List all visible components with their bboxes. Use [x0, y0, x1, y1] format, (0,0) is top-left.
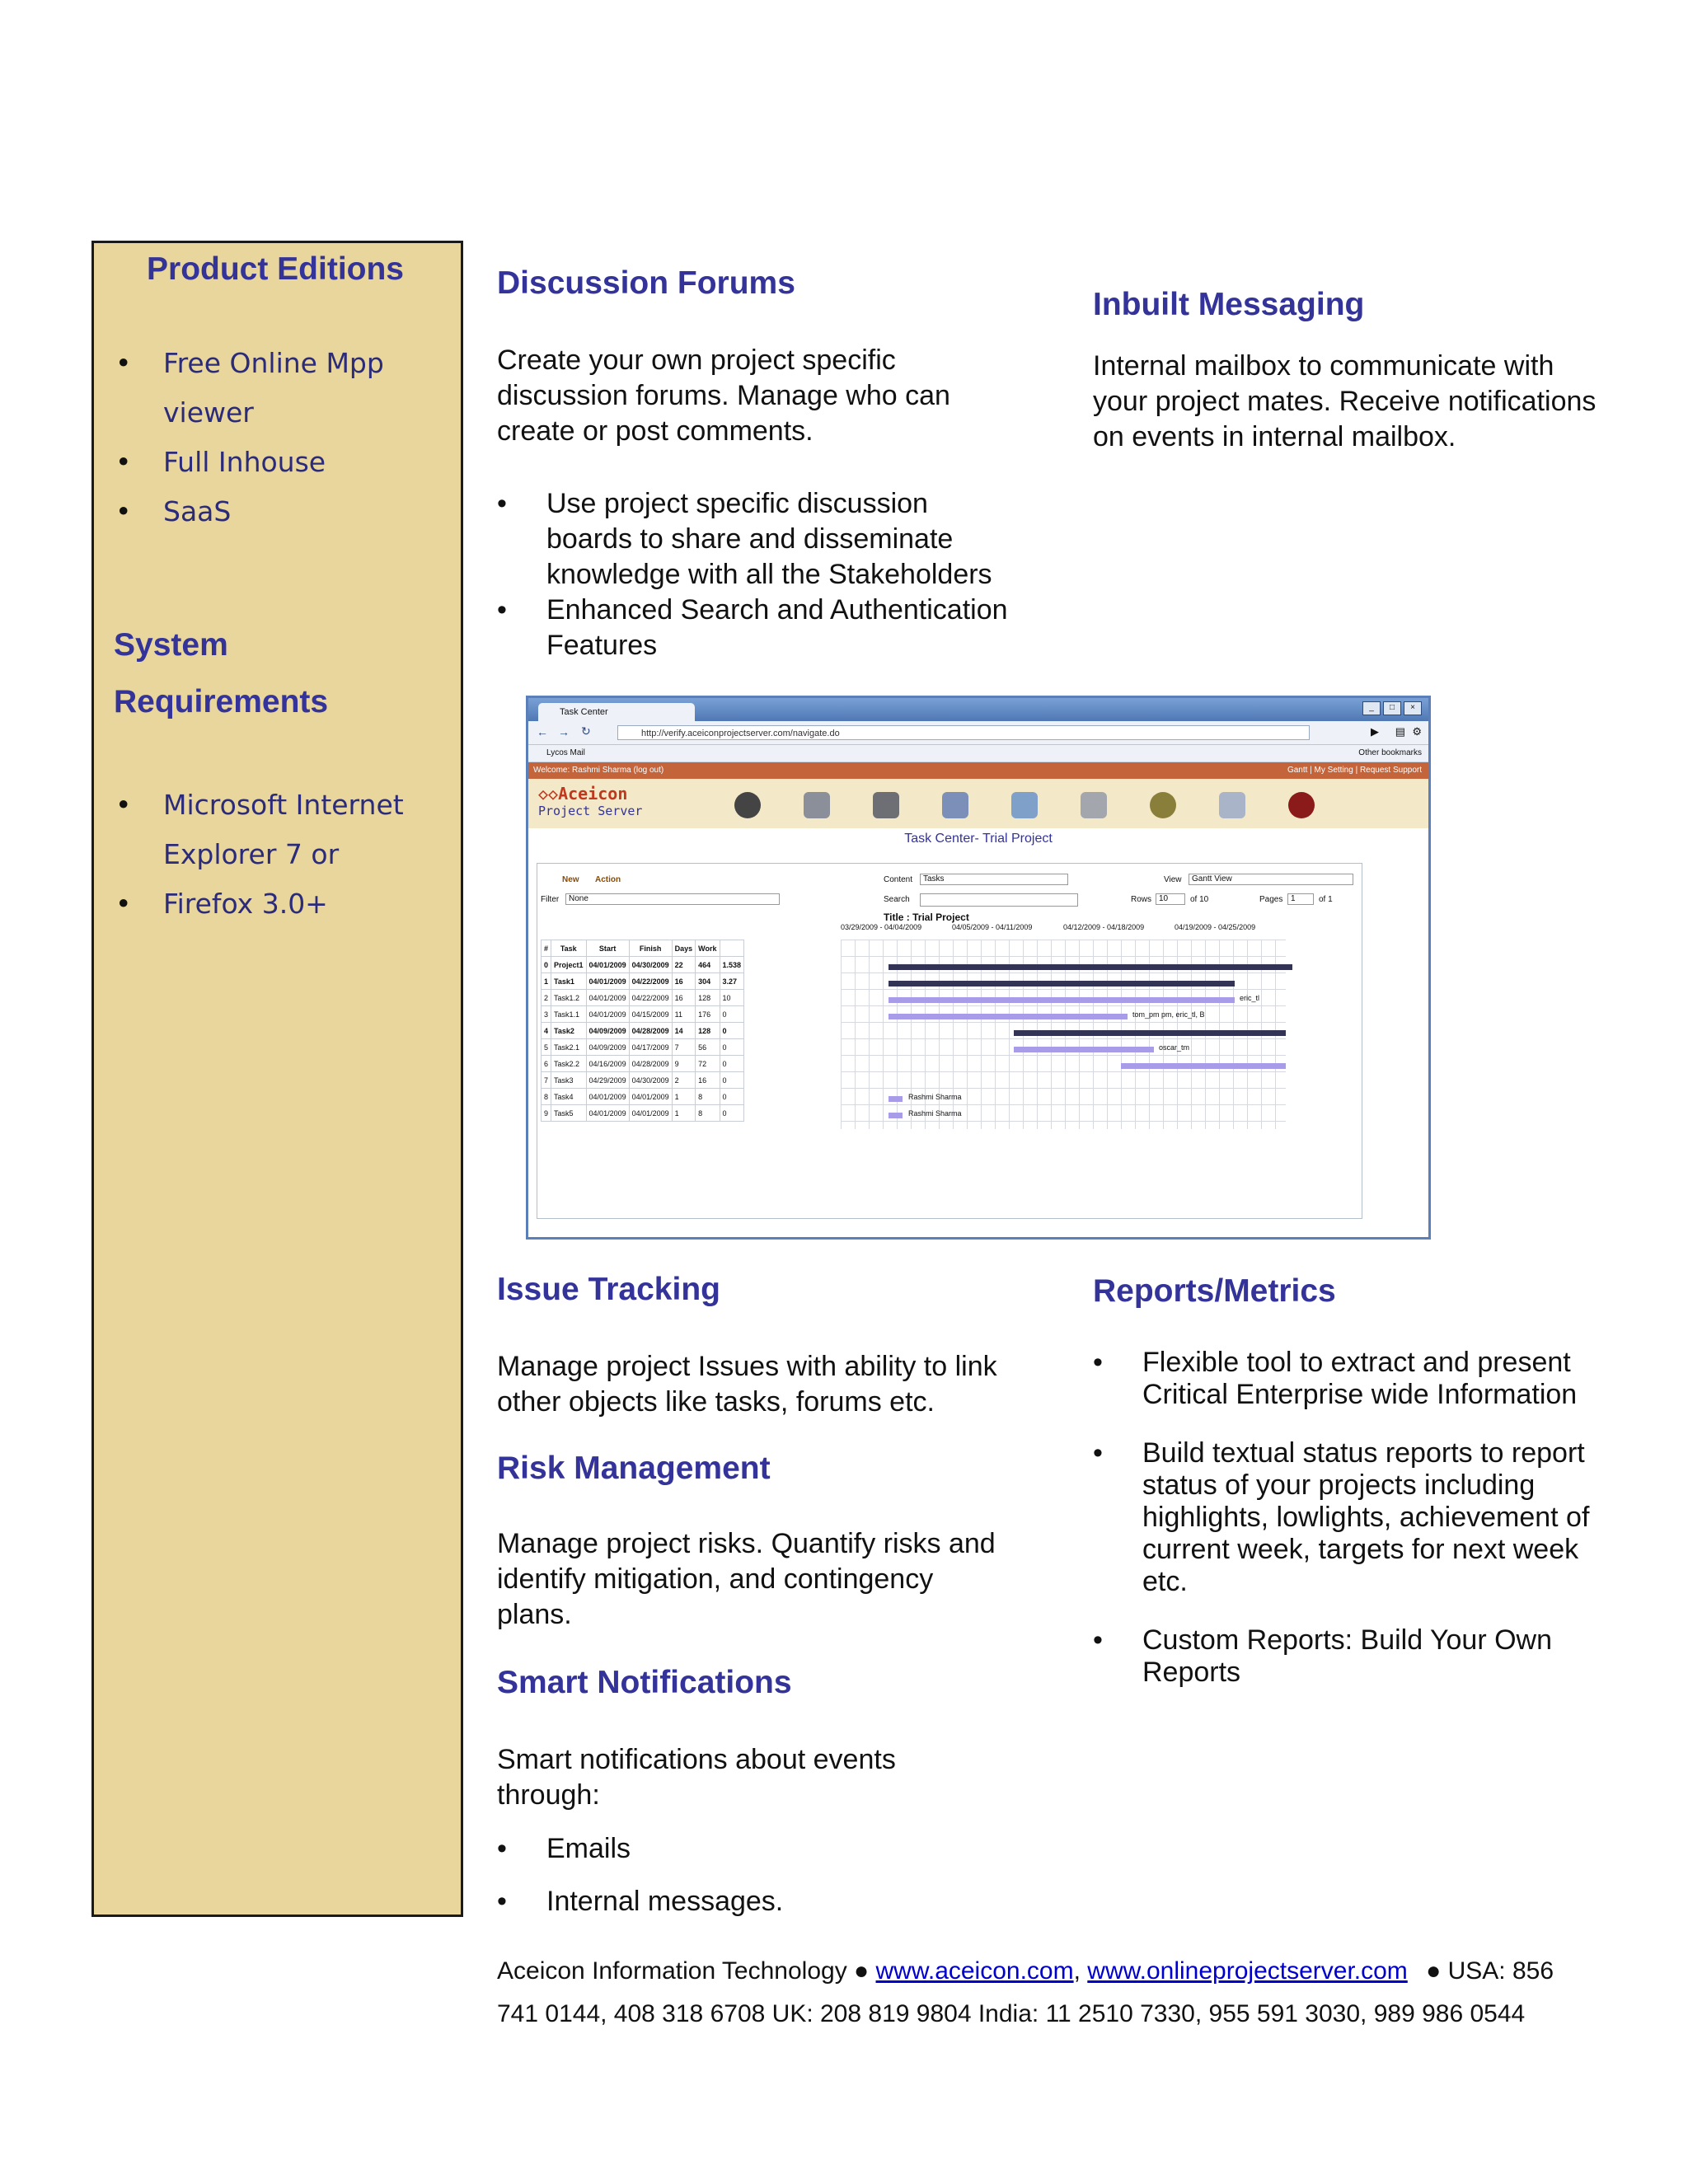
table-cell: 04/09/2009	[586, 1023, 629, 1039]
table-cell: 04/30/2009	[629, 957, 672, 973]
content-label: Content	[884, 875, 913, 884]
table-cell: 128	[696, 990, 720, 1006]
table-cell: 04/22/2009	[629, 990, 672, 1006]
discussion-bullet: • Enhanced Search and Authentication Features	[497, 593, 1008, 663]
settings-gear-icon[interactable]	[1288, 792, 1315, 818]
gantt-bar-task1[interactable]	[889, 981, 1235, 987]
table-cell: 16	[672, 990, 696, 1006]
forum-icon[interactable]	[1150, 792, 1176, 818]
hierarchy-icon[interactable]	[873, 792, 899, 818]
report-bullet: • Flexible tool to extract and present Critical Enterprise wide Information	[1093, 1347, 1620, 1411]
week-header: 03/29/2009 - 04/04/2009	[841, 923, 922, 931]
table-cell: 4	[542, 1023, 551, 1039]
table-row[interactable]	[542, 957, 744, 973]
logo-mark-icon: ◇◇	[538, 784, 559, 804]
table-cell: 22	[672, 957, 696, 973]
col-header: Days	[672, 940, 696, 957]
gantt-bar-task5[interactable]	[889, 1113, 903, 1118]
reload-icon[interactable]: ↻	[581, 724, 591, 738]
table-cell: 0	[720, 1072, 744, 1089]
editions-list	[114, 339, 427, 537]
edition-item: • Full Inhouse	[114, 438, 427, 487]
other-bookmarks[interactable]: Other bookmarks	[1358, 748, 1422, 757]
col-header	[720, 940, 744, 957]
filter-select[interactable]: None	[565, 893, 780, 905]
table-cell: 6	[542, 1056, 551, 1072]
table-cell: 04/01/2009	[586, 1089, 629, 1105]
page-menu-icon[interactable]: ▤	[1395, 725, 1405, 738]
gantt-title: Title : Trial Project	[884, 912, 969, 923]
discussion-bullet: • Use project specific discussion boards to share and disseminate knowledge with all the Stakeholders	[497, 486, 1008, 593]
notifications-bullets	[497, 1831, 992, 1919]
week-headers	[841, 923, 1286, 940]
footer-sep: ,	[1073, 1957, 1081, 1985]
table-cell: 04/17/2009	[629, 1039, 672, 1056]
table-cell: 2	[542, 990, 551, 1006]
table-cell: 04/09/2009	[586, 1039, 629, 1056]
app-screenshot	[526, 696, 1431, 1240]
edition-item: • SaaS	[114, 487, 427, 537]
table-cell: 04/15/2009	[629, 1006, 672, 1023]
edition-item: • Free Online Mpp viewer	[114, 339, 427, 438]
bar-label: Rashmi Sharma	[908, 1093, 962, 1101]
notifications-text: Smart notifications about events through:	[497, 1744, 896, 1811]
table-row[interactable]	[542, 1072, 744, 1089]
table-cell: 8	[696, 1089, 720, 1105]
browser-address-bar	[528, 721, 1428, 745]
play-icon[interactable]: ▶	[1371, 725, 1379, 738]
rows-select[interactable]: 10	[1156, 893, 1185, 905]
aceicon-link[interactable]: www.aceicon.com	[875, 1957, 1074, 1985]
app-header-links[interactable]: Gantt | My Setting | Request Support	[1287, 766, 1422, 775]
logo-subtitle: Project Server	[538, 804, 643, 818]
bar-label: oscar_tm	[1159, 1043, 1190, 1052]
table-cell: Task3	[551, 1072, 587, 1089]
task-panel	[537, 863, 1362, 1219]
table-cell: 04/01/2009	[586, 1006, 629, 1023]
table-cell: 1	[542, 973, 551, 990]
task-center-title: Task Center- Trial Project	[904, 832, 1053, 846]
filter-label: Filter	[541, 895, 560, 904]
table-row[interactable]	[542, 1056, 744, 1072]
table-row[interactable]	[542, 990, 744, 1006]
search-input[interactable]	[920, 893, 1078, 907]
col-header: #	[542, 940, 551, 957]
table-cell: 0	[720, 1006, 744, 1023]
risk-management-heading: Risk Management	[497, 1451, 771, 1486]
table-cell: 0	[720, 1056, 744, 1072]
table-cell: 04/16/2009	[586, 1056, 629, 1072]
issue-tracking-heading: Issue Tracking	[497, 1272, 720, 1307]
table-cell: Task1.2	[551, 990, 587, 1006]
browser-tab[interactable]: Task Center	[538, 703, 695, 721]
rows-of: of 10	[1190, 895, 1209, 904]
view-label: View	[1164, 875, 1182, 884]
table-cell: 04/28/2009	[629, 1056, 672, 1072]
week-header: 04/05/2009 - 04/11/2009	[952, 923, 1033, 931]
users-icon[interactable]	[942, 792, 968, 818]
dashboard-icon[interactable]	[734, 792, 761, 818]
table-cell: 0	[542, 957, 551, 973]
requirements-heading: Requirements	[114, 684, 329, 719]
pages-select[interactable]: 1	[1287, 893, 1314, 905]
table-cell: 04/28/2009	[629, 1023, 672, 1039]
onlineprojectserver-link[interactable]: www.onlineprojectserver.com	[1087, 1957, 1408, 1985]
table-cell: 2	[672, 1072, 696, 1089]
wrench-icon[interactable]: ⚙	[1412, 725, 1422, 738]
view-select[interactable]: Gantt View	[1189, 874, 1353, 885]
table-cell: 176	[696, 1006, 720, 1023]
tasks-icon[interactable]	[804, 792, 830, 818]
table-row[interactable]	[542, 1006, 744, 1023]
table-cell: 56	[696, 1039, 720, 1056]
table-cell: 04/01/2009	[629, 1105, 672, 1122]
checklist-icon[interactable]	[1011, 792, 1038, 818]
table-cell: 16	[696, 1072, 720, 1089]
requirement-item: • Firefox 3.0+	[114, 879, 427, 929]
table-cell: 04/22/2009	[629, 973, 672, 990]
table-row[interactable]	[542, 1023, 744, 1039]
table-cell: Task4	[551, 1089, 587, 1105]
footer-line-1	[497, 1955, 1554, 1988]
table-cell: 04/01/2009	[586, 1105, 629, 1122]
table-cell: 3.27	[720, 973, 744, 990]
gantt-chart	[841, 923, 1286, 1129]
table-cell: Task1	[551, 973, 587, 990]
task-rows	[542, 957, 744, 1122]
calendar-icon[interactable]	[1081, 792, 1107, 818]
table-cell: 04/01/2009	[586, 957, 629, 973]
gantt-bar-task21[interactable]	[1014, 1047, 1154, 1052]
back-icon[interactable]: ←	[537, 725, 548, 738]
table-cell: 304	[696, 973, 720, 990]
reports-bullets	[1093, 1347, 1620, 1689]
gantt-bar-task12[interactable]	[889, 997, 1235, 1003]
bar-label: eric_tl	[1240, 994, 1260, 1002]
bar-label: tom_pm pm, eric_tl, B	[1132, 1010, 1205, 1019]
table-cell: 9	[672, 1056, 696, 1072]
table-cell: 04/29/2009	[586, 1072, 629, 1089]
table-row[interactable]	[542, 1089, 744, 1105]
table-cell: 0	[720, 1089, 744, 1105]
url-field[interactable]: http://verify.aceiconprojectserver.com/navigate.do	[617, 725, 1310, 740]
table-cell: 04/01/2009	[629, 1089, 672, 1105]
table-cell: 04/01/2009	[586, 973, 629, 990]
bookmarks-bar	[528, 745, 1428, 762]
col-header: Work	[696, 940, 720, 957]
rows-label: Rows	[1131, 895, 1152, 904]
table-cell: Task2	[551, 1023, 587, 1039]
table-cell: 5	[542, 1039, 551, 1056]
table-cell: Task1.1	[551, 1006, 587, 1023]
minimize-icon[interactable]: _	[1362, 701, 1381, 715]
toolbar-icons	[734, 792, 1315, 818]
content-select[interactable]: Tasks	[920, 874, 1068, 885]
reports-metrics-heading: Reports/Metrics	[1093, 1273, 1336, 1309]
table-cell: Project1	[551, 957, 587, 973]
gantt-bar-task22[interactable]	[1121, 1063, 1286, 1069]
footer-company: Aceicon Information Technology ●	[497, 1957, 870, 1985]
risk-text: Manage project risks. Quantify risks and identify mitigation, and contingency plans.	[497, 1528, 996, 1630]
table-cell: 7	[672, 1039, 696, 1056]
app-header-bar	[528, 762, 1428, 779]
forward-icon[interactable]: →	[558, 725, 570, 738]
table-cell: 7	[542, 1072, 551, 1089]
list-icon[interactable]	[1219, 792, 1245, 818]
table-cell: 8	[696, 1105, 720, 1122]
aceicon-logo	[538, 784, 642, 818]
inbuilt-messaging-heading: Inbuilt Messaging	[1093, 287, 1365, 322]
issues-text: Manage project Issues with ability to link other objects like tasks, forums etc.	[497, 1351, 997, 1418]
maximize-icon[interactable]: □	[1383, 701, 1401, 715]
table-cell: 8	[542, 1089, 551, 1105]
task-table	[541, 940, 744, 1122]
col-header: Finish	[629, 940, 672, 957]
bookmark-item[interactable]: Lycos Mail	[546, 748, 585, 757]
table-cell: 16	[672, 973, 696, 990]
table-cell: 1.538	[720, 957, 744, 973]
table-cell: 11	[672, 1006, 696, 1023]
notification-bullet: • Emails	[497, 1831, 992, 1867]
table-cell: 1	[672, 1105, 696, 1122]
app-toolbar	[528, 779, 1428, 828]
pages-label: Pages	[1259, 895, 1283, 904]
window-controls	[1362, 701, 1422, 715]
table-cell: 0	[720, 1105, 744, 1122]
gantt-bar-task2[interactable]	[1014, 1030, 1286, 1036]
week-header: 04/12/2009 - 04/18/2009	[1063, 923, 1145, 931]
requirement-item: • Microsoft Internet Explorer 7 or	[114, 780, 427, 879]
gantt-bar-project[interactable]	[889, 964, 1292, 970]
table-row[interactable]	[542, 973, 744, 990]
discussion-bullets	[497, 486, 1008, 663]
table-cell: 128	[696, 1023, 720, 1039]
table-cell: 10	[720, 990, 744, 1006]
requirements-list	[114, 780, 427, 929]
notification-bullet: • Internal messages.	[497, 1884, 992, 1919]
table-cell: 72	[696, 1056, 720, 1072]
table-row[interactable]	[542, 1105, 744, 1122]
table-cell: Task5	[551, 1105, 587, 1122]
pages-of: of 1	[1319, 895, 1333, 904]
discussion-forums-heading: Discussion Forums	[497, 265, 795, 301]
system-heading: System	[114, 627, 228, 663]
col-header: Task	[551, 940, 587, 957]
table-cell: Task2.1	[551, 1039, 587, 1056]
messaging-text: Internal mailbox to communicate with your project mates. Receive notifications on events in internal mailbox.	[1093, 350, 1597, 452]
smart-notifications-heading: Smart Notifications	[497, 1665, 792, 1700]
sidebar-panel	[91, 241, 463, 1917]
table-cell: 14	[672, 1023, 696, 1039]
action-button[interactable]: Action	[595, 875, 621, 884]
table-row[interactable]	[542, 1039, 744, 1056]
table-cell: 1	[672, 1089, 696, 1105]
search-label: Search	[884, 895, 910, 904]
gantt-bar-task11[interactable]	[889, 1014, 1128, 1019]
week-header: 04/19/2009 - 04/25/2009	[1175, 923, 1256, 931]
report-bullet: • Build textual status reports to report status of your projects including highlights, lowlights, achievement of current week, targets for next week etc.	[1093, 1437, 1620, 1598]
discussion-intro: Create your own project specific discussion forums. Manage who can create or post comments.	[497, 344, 950, 447]
table-cell: 3	[542, 1006, 551, 1023]
report-bullet: • Custom Reports: Build Your Own Reports	[1093, 1624, 1620, 1689]
bar-label: Rashmi Sharma	[908, 1109, 962, 1118]
logo-text: Aceicon	[558, 784, 628, 804]
footer-usa: ● USA: 856	[1426, 1957, 1554, 1985]
table-cell: 04/30/2009	[629, 1072, 672, 1089]
product-editions-heading: Product Editions	[147, 251, 404, 287]
browser-titlebar	[528, 698, 1428, 721]
table-cell: 04/01/2009	[586, 990, 629, 1006]
gantt-bar-task4[interactable]	[889, 1096, 903, 1102]
col-header: Start	[586, 940, 629, 957]
close-icon[interactable]: ×	[1404, 701, 1422, 715]
footer-line-2: 741 0144, 408 318 6708 UK: 208 819 9804 India: 11 2510 7330, 955 591 3030, 989 986 0544	[497, 2000, 1526, 2027]
table-cell: 9	[542, 1105, 551, 1122]
new-button[interactable]: New	[562, 875, 579, 884]
table-cell: Task2.2	[551, 1056, 587, 1072]
table-cell: 0	[720, 1023, 744, 1039]
welcome-text: Welcome: Rashmi Sharma (log out)	[533, 766, 664, 775]
table-cell: 464	[696, 957, 720, 973]
table-cell: 0	[720, 1039, 744, 1056]
